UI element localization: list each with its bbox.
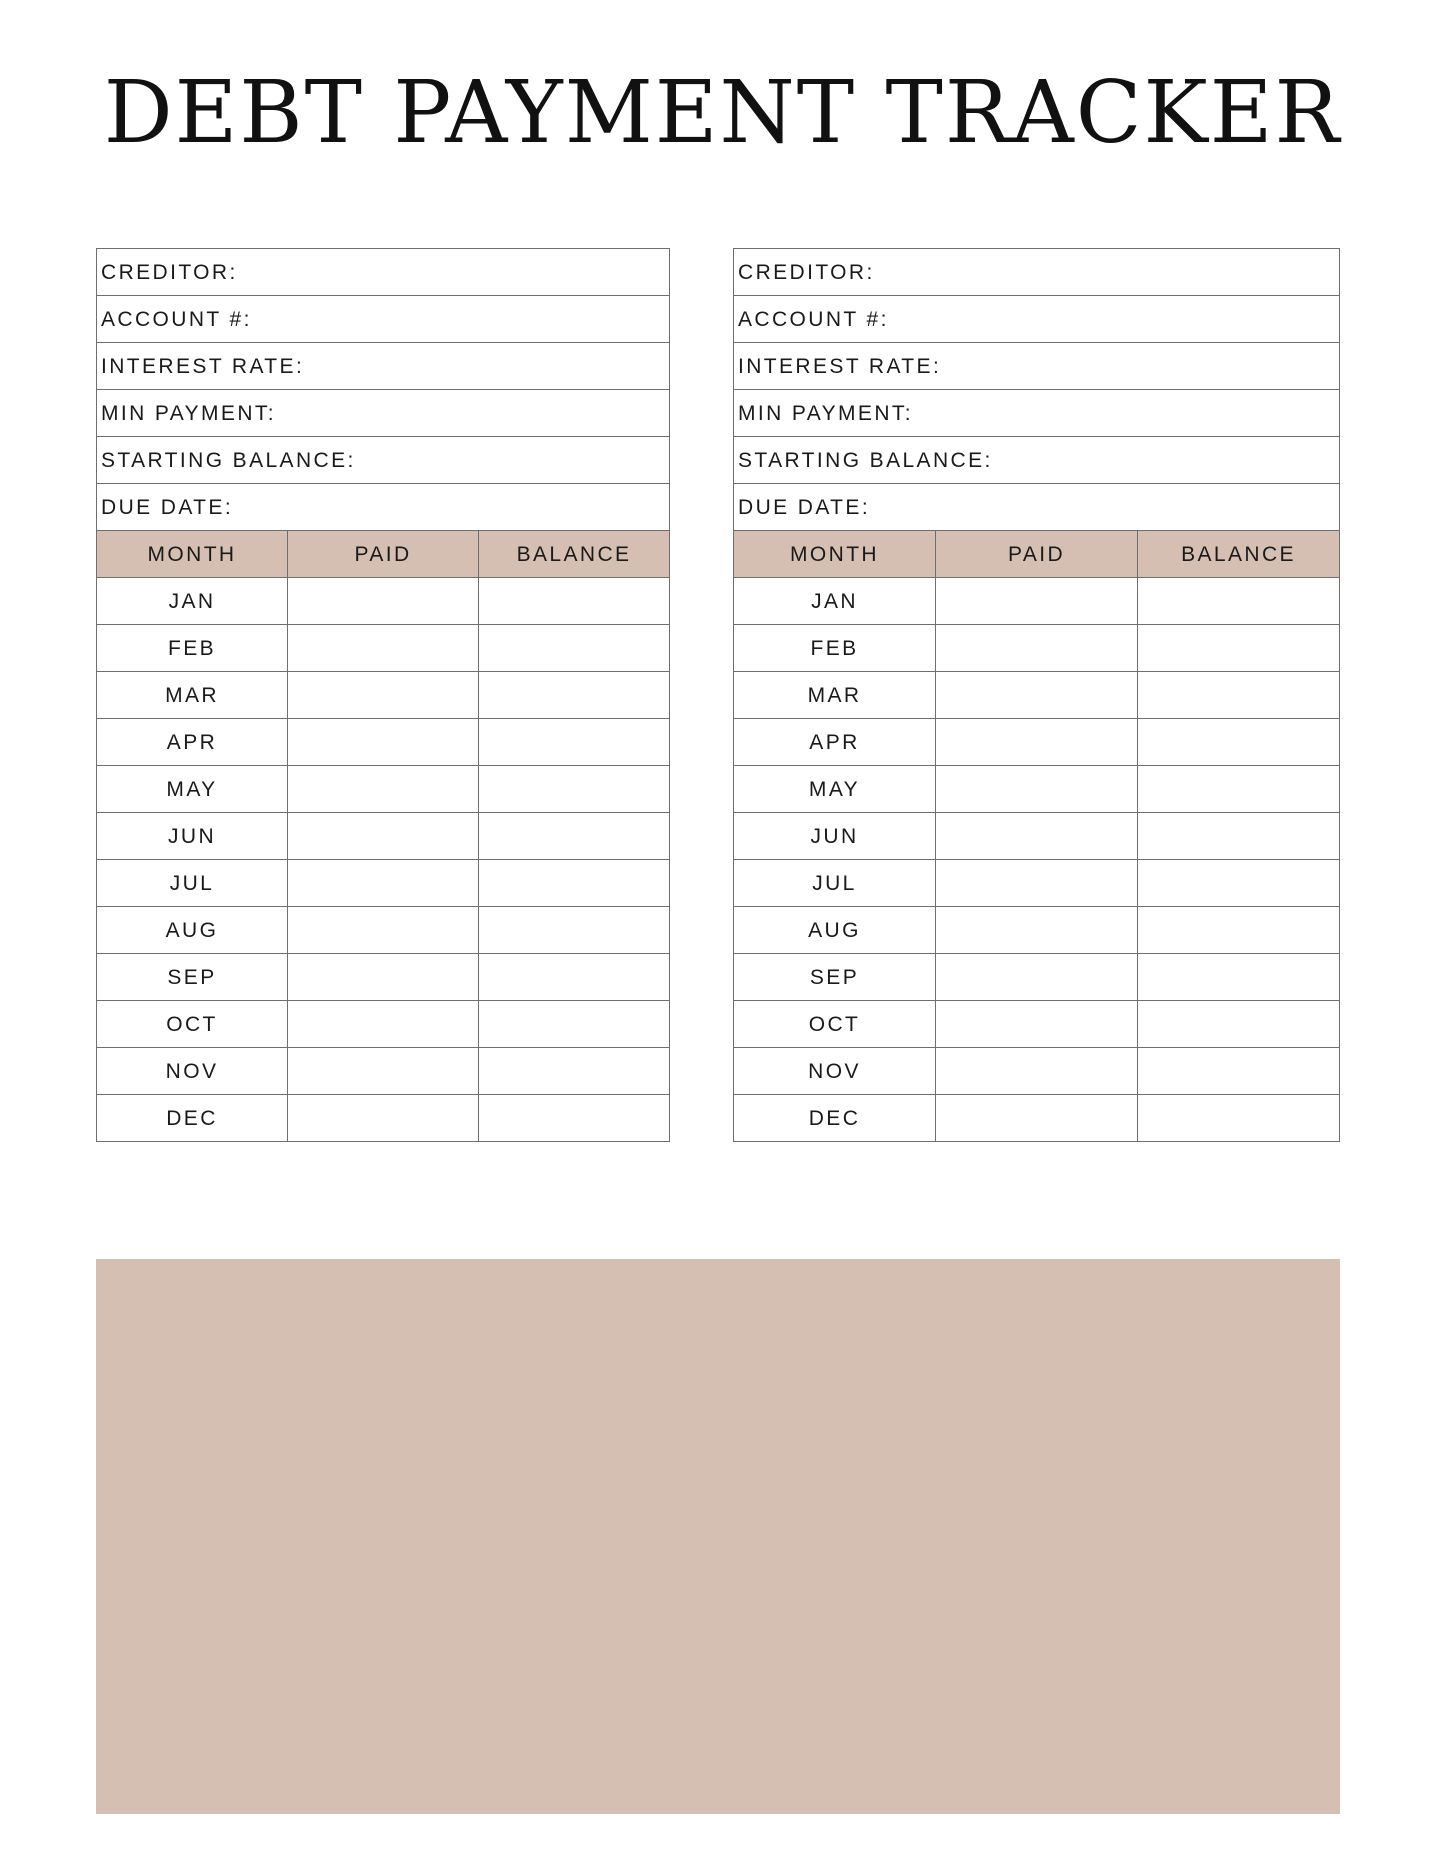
balance-cell[interactable] <box>479 813 670 860</box>
month-label: JUN <box>97 813 288 860</box>
balance-cell[interactable] <box>479 860 670 907</box>
balance-cell[interactable] <box>1138 813 1340 860</box>
balance-column-header: BALANCE <box>1138 531 1340 578</box>
month-label: AUG <box>97 907 288 954</box>
month-row <box>97 954 670 1001</box>
month-label: APR <box>734 719 936 766</box>
month-label: SEP <box>97 954 288 1001</box>
account-row <box>97 296 670 343</box>
month-row <box>97 860 670 907</box>
month-label: AUG <box>734 907 936 954</box>
balance-cell[interactable] <box>479 1001 670 1048</box>
month-row <box>734 578 1340 625</box>
month-column-header: MONTH <box>734 531 936 578</box>
balance-cell[interactable] <box>479 766 670 813</box>
balance-cell[interactable] <box>1138 578 1340 625</box>
paid-cell[interactable] <box>288 672 479 719</box>
account-number-field[interactable]: ACCOUNT #: <box>97 296 670 343</box>
month-row <box>97 907 670 954</box>
month-label: SEP <box>734 954 936 1001</box>
balance-cell[interactable] <box>1138 954 1340 1001</box>
month-row <box>97 1048 670 1095</box>
balance-cell[interactable] <box>1138 1095 1340 1142</box>
paid-column-header: PAID <box>936 531 1138 578</box>
month-label: JUL <box>97 860 288 907</box>
balance-cell[interactable] <box>1138 860 1340 907</box>
min-payment-field[interactable]: MIN PAYMENT: <box>97 390 670 437</box>
month-label: JAN <box>97 578 288 625</box>
month-row <box>734 1001 1340 1048</box>
interest-rate-row <box>734 343 1340 390</box>
paid-cell[interactable] <box>288 954 479 1001</box>
creditor-row <box>97 249 670 296</box>
paid-cell[interactable] <box>936 1001 1138 1048</box>
paid-cell[interactable] <box>936 766 1138 813</box>
month-label: APR <box>97 719 288 766</box>
month-row <box>97 672 670 719</box>
min-payment-field[interactable]: MIN PAYMENT: <box>734 390 1340 437</box>
column-header-row <box>734 531 1340 578</box>
month-label: MAY <box>734 766 936 813</box>
paid-cell[interactable] <box>288 1095 479 1142</box>
balance-cell[interactable] <box>1138 625 1340 672</box>
month-row <box>97 625 670 672</box>
starting-balance-field[interactable]: STARTING BALANCE: <box>97 437 670 484</box>
paid-cell[interactable] <box>936 1048 1138 1095</box>
balance-cell[interactable] <box>479 625 670 672</box>
balance-column-header: BALANCE <box>479 531 670 578</box>
balance-cell[interactable] <box>479 954 670 1001</box>
month-row <box>97 719 670 766</box>
paid-cell[interactable] <box>936 672 1138 719</box>
month-row <box>734 860 1340 907</box>
month-label: NOV <box>97 1048 288 1095</box>
paid-cell[interactable] <box>288 625 479 672</box>
month-row <box>734 907 1340 954</box>
month-label: MAY <box>97 766 288 813</box>
month-label: OCT <box>97 1001 288 1048</box>
min-payment-row <box>734 390 1340 437</box>
month-row <box>97 766 670 813</box>
paid-column-header: PAID <box>288 531 479 578</box>
month-label: FEB <box>97 625 288 672</box>
month-label: MAR <box>97 672 288 719</box>
interest-rate-field[interactable]: INTEREST RATE: <box>734 343 1340 390</box>
month-row <box>734 1048 1340 1095</box>
month-row <box>734 813 1340 860</box>
interest-rate-row <box>97 343 670 390</box>
paid-cell[interactable] <box>936 625 1138 672</box>
month-row <box>97 578 670 625</box>
account-row <box>734 296 1340 343</box>
creditor-row <box>734 249 1340 296</box>
min-payment-row <box>97 390 670 437</box>
creditor-field[interactable]: CREDITOR: <box>734 249 1340 296</box>
paid-cell[interactable] <box>936 954 1138 1001</box>
notes-block <box>96 1259 1340 1814</box>
month-row <box>97 1001 670 1048</box>
month-label: OCT <box>734 1001 936 1048</box>
month-column-header: MONTH <box>97 531 288 578</box>
month-label: DEC <box>97 1095 288 1142</box>
balance-cell[interactable] <box>479 1048 670 1095</box>
due-date-row <box>734 484 1340 531</box>
due-date-row <box>97 484 670 531</box>
column-header-row <box>97 531 670 578</box>
month-row <box>97 813 670 860</box>
month-row <box>734 625 1340 672</box>
paid-cell[interactable] <box>288 860 479 907</box>
balance-cell[interactable] <box>479 907 670 954</box>
paid-cell[interactable] <box>288 813 479 860</box>
page-title: DEBT PAYMENT TRACKER <box>103 63 1342 163</box>
month-label: JUL <box>734 860 936 907</box>
debt-tracker-table-2 <box>733 248 1340 1142</box>
balance-cell[interactable] <box>1138 1001 1340 1048</box>
paid-cell[interactable] <box>288 1048 479 1095</box>
balance-cell[interactable] <box>1138 1048 1340 1095</box>
month-row <box>734 954 1340 1001</box>
balance-cell[interactable] <box>479 672 670 719</box>
balance-cell[interactable] <box>1138 907 1340 954</box>
balance-cell[interactable] <box>479 578 670 625</box>
paid-cell[interactable] <box>936 813 1138 860</box>
balance-cell[interactable] <box>1138 672 1340 719</box>
balance-cell[interactable] <box>1138 719 1340 766</box>
paid-cell[interactable] <box>288 578 479 625</box>
month-row <box>97 1095 670 1142</box>
paid-cell[interactable] <box>936 719 1138 766</box>
month-row <box>734 672 1340 719</box>
starting-balance-row <box>734 437 1340 484</box>
debt-tracker-table-1 <box>96 248 670 1142</box>
month-label: DEC <box>734 1095 936 1142</box>
month-label: FEB <box>734 625 936 672</box>
balance-cell[interactable] <box>479 719 670 766</box>
creditor-field[interactable]: CREDITOR: <box>97 249 670 296</box>
interest-rate-field[interactable]: INTEREST RATE: <box>97 343 670 390</box>
paid-cell[interactable] <box>936 860 1138 907</box>
paid-cell[interactable] <box>936 907 1138 954</box>
starting-balance-row <box>97 437 670 484</box>
starting-balance-field[interactable]: STARTING BALANCE: <box>734 437 1340 484</box>
paid-cell[interactable] <box>288 1001 479 1048</box>
month-label: JAN <box>734 578 936 625</box>
balance-cell[interactable] <box>479 1095 670 1142</box>
month-label: JUN <box>734 813 936 860</box>
account-number-field[interactable]: ACCOUNT #: <box>734 296 1340 343</box>
due-date-field[interactable]: DUE DATE: <box>734 484 1340 531</box>
paid-cell[interactable] <box>288 907 479 954</box>
month-label: NOV <box>734 1048 936 1095</box>
month-row <box>734 1095 1340 1142</box>
paid-cell[interactable] <box>288 766 479 813</box>
balance-cell[interactable] <box>1138 766 1340 813</box>
paid-cell[interactable] <box>936 578 1138 625</box>
due-date-field[interactable]: DUE DATE: <box>97 484 670 531</box>
month-label: MAR <box>734 672 936 719</box>
paid-cell[interactable] <box>288 719 479 766</box>
month-row <box>734 766 1340 813</box>
paid-cell[interactable] <box>936 1095 1138 1142</box>
month-row <box>734 719 1340 766</box>
